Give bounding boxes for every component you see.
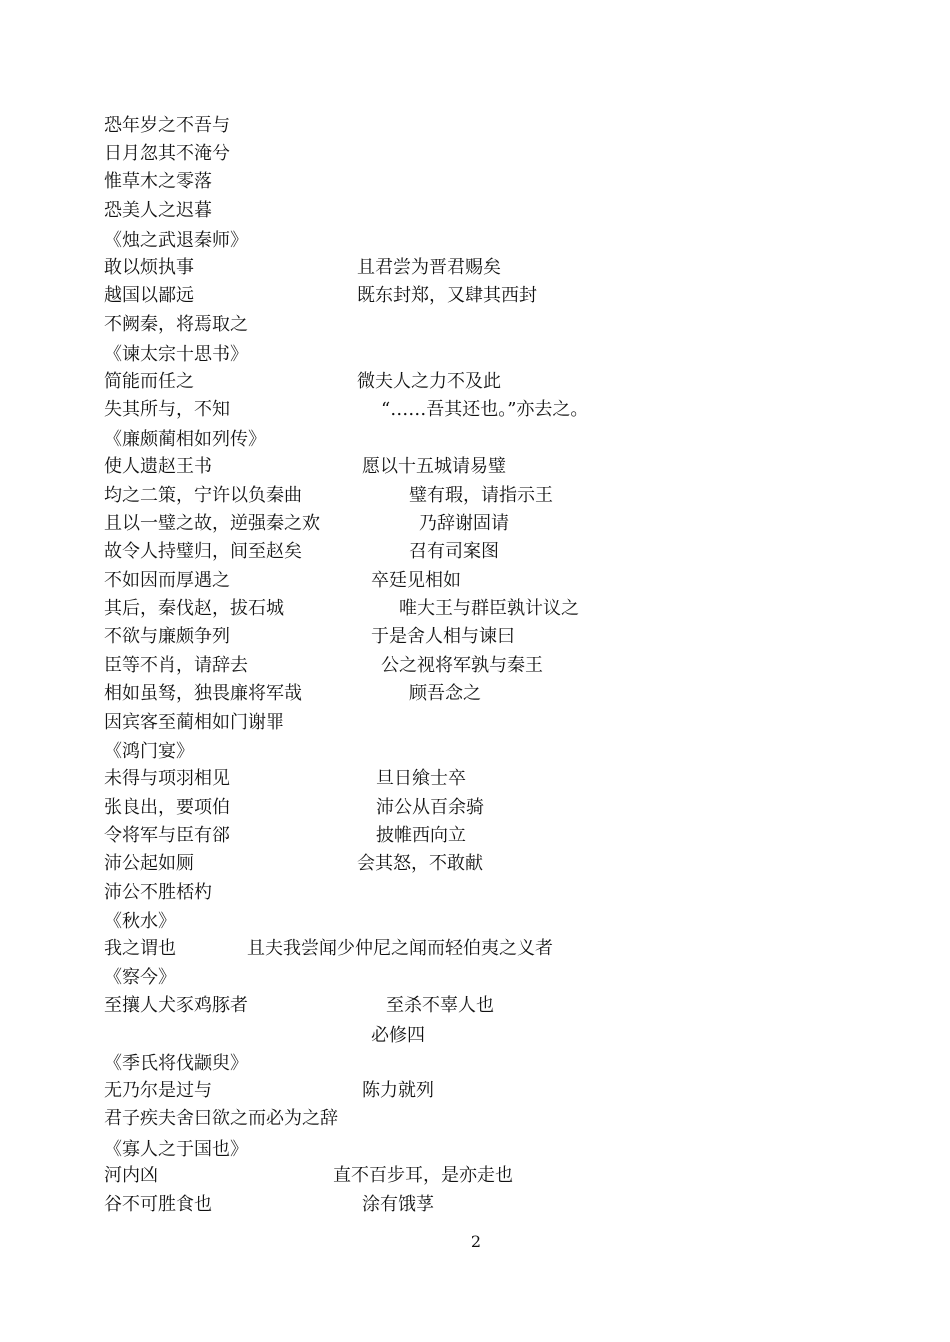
section-heading: 《烛之武退秦师》 bbox=[104, 230, 248, 251]
text-line: 令将军与臣有郤 bbox=[104, 825, 230, 846]
text-line: 河内凶 bbox=[104, 1165, 158, 1186]
text-line: 恐美人之迟暮 bbox=[104, 200, 212, 221]
text-line: 唯大王与群臣孰计议之 bbox=[399, 598, 579, 619]
text-line: 因宾客至蔺相如门谢罪 bbox=[104, 712, 284, 733]
text-line: 臣等不肖，请辞去 bbox=[104, 655, 248, 676]
text-line: 且君尝为晋君赐矣 bbox=[357, 257, 501, 278]
text-line: 会其怒，不敢献 bbox=[357, 853, 483, 874]
text-line: 直不百步耳，是亦走也 bbox=[333, 1165, 513, 1186]
text-line: 沛公不胜桮杓 bbox=[104, 882, 212, 903]
text-line: 卒廷见相如 bbox=[371, 570, 461, 591]
text-line: 陈力就列 bbox=[362, 1080, 434, 1101]
text-line: 于是舍人相与谏曰 bbox=[371, 626, 515, 647]
text-line: 简能而任之 bbox=[104, 371, 194, 392]
text-line: 日月忽其不淹兮 bbox=[104, 143, 230, 164]
text-line: 故令人持璧归，间至赵矣 bbox=[104, 541, 302, 562]
text-line: 涂有饿莩 bbox=[362, 1194, 434, 1215]
text-line: 顾吾念之 bbox=[409, 683, 481, 704]
section-heading: 《鸿门宴》 bbox=[104, 741, 194, 762]
text-line: 璧有瑕，请指示王 bbox=[409, 485, 553, 506]
section-heading: 《谏太宗十思书》 bbox=[104, 344, 248, 365]
text-line: 惟草木之零落 bbox=[104, 171, 212, 192]
text-line: 至杀不辜人也 bbox=[386, 995, 494, 1016]
text-line: 召有司案图 bbox=[409, 541, 499, 562]
text-line: 谷不可胜食也 bbox=[104, 1194, 212, 1215]
page-number: 2 bbox=[470, 1232, 482, 1251]
text-line: 沛公起如厕 bbox=[104, 853, 194, 874]
section-heading: 《季氏将伐颛臾》 bbox=[104, 1053, 248, 1074]
section-heading: 《察今》 bbox=[104, 967, 176, 988]
text-line: 恐年岁之不吾与 bbox=[104, 115, 230, 136]
text-line: 未得与项羽相见 bbox=[104, 768, 230, 789]
text-line: 相如虽驽，独畏廉将军哉 bbox=[104, 683, 302, 704]
text-line: 既东封郑，又肆其西封 bbox=[357, 285, 537, 306]
text-line: 失其所与，不知 bbox=[104, 399, 230, 420]
text-line: 使人遗赵王书 bbox=[104, 456, 212, 477]
text-line: 且夫我尝闻少仲尼之闻而轻伯夷之义者 bbox=[247, 938, 553, 959]
text-line: 我之谓也 bbox=[104, 938, 176, 959]
text-line: 至攘人犬豕鸡豚者 bbox=[104, 995, 248, 1016]
text-line: 微夫人之力不及此 bbox=[357, 371, 501, 392]
text-line: 不阙秦，将焉取之 bbox=[104, 314, 248, 335]
text-line: 乃辞谢固请 bbox=[419, 513, 509, 534]
text-line: 张良出，要项伯 bbox=[104, 797, 230, 818]
text-line: 不欲与廉颇争列 bbox=[104, 626, 230, 647]
text-line: 其后，秦伐赵，拔石城 bbox=[104, 598, 284, 619]
text-line: 君子疾夫舍曰欲之而必为之辞 bbox=[104, 1108, 338, 1129]
text-line: 公之视将军孰与秦王 bbox=[381, 655, 543, 676]
text-line: 均之二策，宁许以负秦曲 bbox=[104, 485, 302, 506]
text-line: 越国以鄙远 bbox=[104, 285, 194, 306]
text-line: “……吾其还也。”亦去之。 bbox=[381, 399, 589, 420]
section-heading: 《寡人之于国也》 bbox=[104, 1139, 248, 1160]
section-heading: 《廉颇蔺相如列传》 bbox=[104, 429, 266, 450]
text-line: 旦日飨士卒 bbox=[376, 768, 466, 789]
text-line: 愿以十五城请易璧 bbox=[362, 456, 506, 477]
text-line: 敢以烦执事 bbox=[104, 257, 194, 278]
section-heading: 《秋水》 bbox=[104, 911, 176, 932]
text-line: 沛公从百余骑 bbox=[376, 797, 484, 818]
text-line: 且以一璧之故，逆强秦之欢 bbox=[104, 513, 320, 534]
text-line: 披帷西向立 bbox=[376, 825, 466, 846]
text-line: 无乃尔是过与 bbox=[104, 1080, 212, 1101]
volume-heading: 必修四 bbox=[371, 1025, 425, 1046]
text-line: 不如因而厚遇之 bbox=[104, 570, 230, 591]
